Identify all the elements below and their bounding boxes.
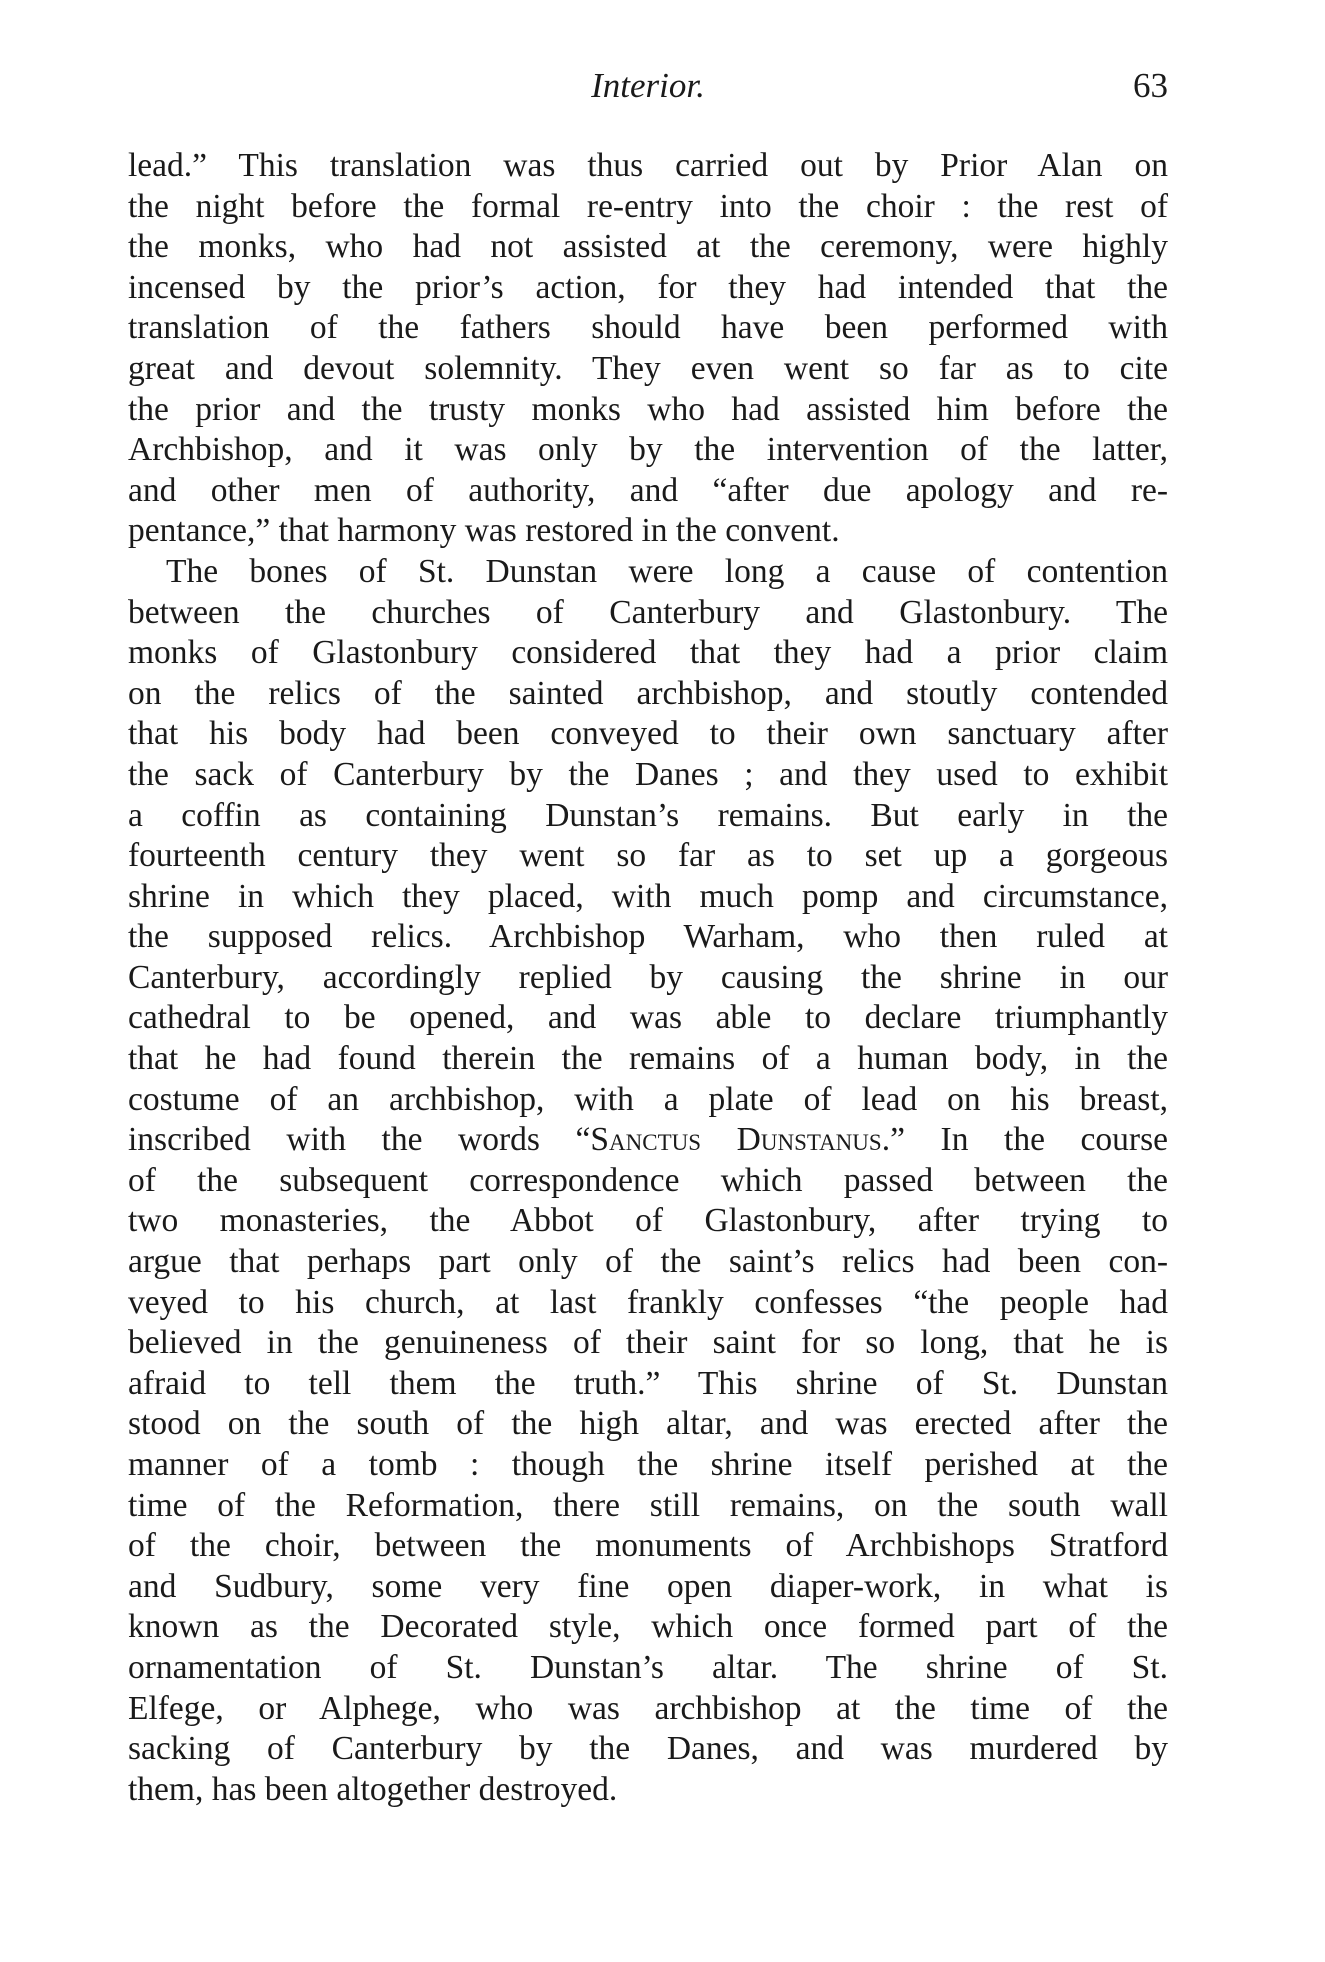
text-line: Elfege, or Alphege, who was archbishop at the time of the xyxy=(128,1689,1168,1727)
page-number: 63 xyxy=(1133,66,1168,105)
text-line: the prior and the trusty monks who had assisted him before the xyxy=(128,390,1168,428)
text-line: stood on the south of the high altar, and was erected after the xyxy=(128,1405,1168,1443)
text-line: known as the Decorated style, which once formed part of the xyxy=(128,1608,1168,1646)
text-line: and Sudbury, some very fine open diaper-work, in what is xyxy=(128,1567,1168,1605)
text-line: Canterbury, accordingly replied by causing the shrine in our xyxy=(128,958,1168,996)
text-segment: inscribed with the words “ xyxy=(128,1121,591,1159)
running-title: Interior. xyxy=(591,66,705,105)
text-line: on the relics of the sainted archbishop, and stoutly contended xyxy=(128,674,1168,712)
text-line: the night before the formal re-entry into the choir : the rest of xyxy=(128,187,1168,225)
text-line: lead.” This translation was thus carried out by Prior Alan on xyxy=(128,147,1168,184)
text-line: veyed to his church, at last frankly confesses “the people had xyxy=(128,1283,1168,1321)
page-header xyxy=(128,66,1168,110)
text-line: translation of the fathers should have been performed with xyxy=(128,309,1168,347)
text-line: The bones of St. Dunstan were long a cause of contention xyxy=(166,552,1168,590)
text-line: Archbishop, and it was only by the intervention of the latter, xyxy=(128,431,1168,469)
text-line: the sack of Canterbury by the Danes ; and they used to exhibit xyxy=(128,755,1168,793)
text-line: argue that perhaps part only of the saint’s relics had been con- xyxy=(128,1243,1168,1281)
text-line: between the churches of Canterbury and Glastonbury. The xyxy=(128,593,1168,631)
text-line: them, has been altogether destroyed. xyxy=(128,1770,618,1808)
text-line: shrine in which they placed, with much pomp and circumstance, xyxy=(128,877,1168,915)
text-line: believed in the genuineness of their saint for so long, that he is xyxy=(128,1324,1168,1362)
text-line: a coffin as containing Dunstan’s remains. But early in the xyxy=(128,796,1168,834)
text-line: afraid to tell them the truth.” This shrine of St. Dunstan xyxy=(128,1364,1168,1402)
text-line: of the subsequent correspondence which passed between the xyxy=(128,1161,1168,1199)
text-line: great and devout solemnity. They even went so far as to cite xyxy=(128,349,1168,387)
text-line: fourteenth century they went so far as to set up a gorgeous xyxy=(128,837,1168,875)
text-line: monks of Glastonbury considered that they had a prior claim xyxy=(128,634,1168,672)
text-line: manner of a tomb : though the shrine itself perished at the xyxy=(128,1446,1168,1483)
text-line xyxy=(128,1120,1168,1161)
text-line: pentance,” that harmony was restored in the convent. xyxy=(128,512,840,550)
text-line: costume of an archbishop, with a plate of lead on his breast, xyxy=(128,1080,1168,1118)
text-line: that he had found therein the remains of a human body, in the xyxy=(128,1040,1168,1078)
text-line: that his body had been conveyed to their own sanctuary after xyxy=(128,715,1168,753)
text-line: the monks, who had not assisted at the ceremony, were highly xyxy=(128,228,1168,266)
text-line: of the choir, between the monuments of Archbishops Stratford xyxy=(128,1527,1168,1565)
inscription-text: Sanctus Dunstanus xyxy=(590,1121,882,1159)
text-line: ornamentation of St. Dunstan’s altar. The shrine of St. xyxy=(128,1648,1168,1686)
text-line: time of the Reformation, there still remains, on the south wall xyxy=(128,1486,1168,1524)
body-text xyxy=(128,146,1168,1810)
text-line: and other men of authority, and “after due apology and re- xyxy=(128,471,1168,509)
text-line: two monasteries, the Abbot of Glastonbury, after trying to xyxy=(128,1202,1168,1240)
text-segment: .” In the course xyxy=(881,1121,1168,1159)
text-line: the supposed relics. Archbishop Warham, who then ruled at xyxy=(128,918,1168,956)
text-line: sacking of Canterbury by the Danes, and was murdered by xyxy=(128,1730,1168,1768)
text-line: cathedral to be opened, and was able to declare triumphantly xyxy=(128,999,1168,1037)
text-line: incensed by the prior’s action, for they had intended that the xyxy=(128,268,1168,306)
